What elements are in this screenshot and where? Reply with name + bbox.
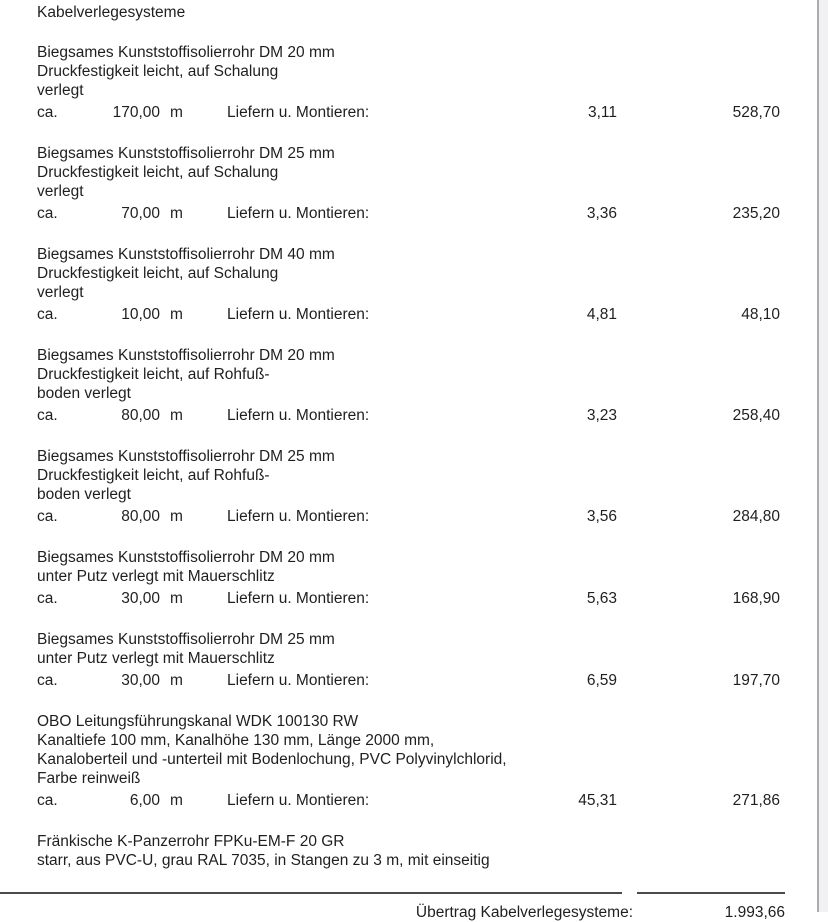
item-description-line: unter Putz verlegt mit Mauerschlitz xyxy=(37,568,275,585)
item-description-line: Biegsames Kunststoffisolierrohr DM 20 mm xyxy=(37,347,335,364)
rule-segment xyxy=(0,892,622,894)
item-description-line: verlegt xyxy=(37,284,84,301)
unit: m xyxy=(170,590,183,607)
line-total: 271,86 xyxy=(732,792,780,809)
item-description-line: boden verlegt xyxy=(37,486,131,503)
line-total: 235,20 xyxy=(732,205,780,222)
service-label: Liefern u. Montieren: xyxy=(227,508,370,525)
unit: m xyxy=(170,306,183,323)
line-item xyxy=(37,245,780,324)
item-description xyxy=(37,712,780,788)
service-label: Liefern u. Montieren: xyxy=(227,205,370,222)
page-edge-line xyxy=(817,0,819,912)
item-description-line: Fränkische K-Panzerrohr FPKu-EM-F 20 GR xyxy=(37,833,345,850)
item-description-line: Biegsames Kunststoffisolierrohr DM 20 mm xyxy=(37,44,335,61)
service-label: Liefern u. Montieren: xyxy=(227,104,370,121)
carryover-row xyxy=(37,903,785,922)
line-item xyxy=(37,346,780,425)
service-label: Liefern u. Montieren: xyxy=(227,306,370,323)
qty-prefix: ca. xyxy=(37,590,58,607)
item-description xyxy=(37,346,780,403)
item-description xyxy=(37,630,780,668)
quantity: 30,00 xyxy=(121,672,160,689)
unit: m xyxy=(170,407,183,424)
item-description-line: Druckfestigkeit leicht, auf Rohfuß- xyxy=(37,366,270,383)
item-description xyxy=(37,447,780,504)
item-description xyxy=(37,548,780,586)
service-label: Liefern u. Montieren: xyxy=(227,407,370,424)
rule-segment xyxy=(637,892,785,894)
item-price-row xyxy=(37,406,780,425)
quantity: 80,00 xyxy=(121,407,160,424)
line-total: 528,70 xyxy=(732,104,780,121)
quantity: 10,00 xyxy=(121,306,160,323)
document-content xyxy=(37,0,785,922)
item-price-row xyxy=(37,791,780,810)
item-description-line: Biegsames Kunststoffisolierrohr DM 25 mm xyxy=(37,631,335,648)
carryover-rule xyxy=(0,892,785,894)
line-total: 48,10 xyxy=(741,306,780,323)
line-total: 168,90 xyxy=(732,590,780,607)
service-label: Liefern u. Montieren: xyxy=(227,590,370,607)
page-edge-strip xyxy=(819,0,828,912)
line-item xyxy=(37,144,780,223)
item-description-line: verlegt xyxy=(37,183,84,200)
unit-price: 3,56 xyxy=(586,508,617,525)
unit-price: 6,59 xyxy=(586,672,617,689)
item-price-row xyxy=(37,589,780,608)
unit: m xyxy=(170,672,183,689)
line-item xyxy=(37,43,780,122)
line-total: 284,80 xyxy=(732,508,780,525)
qty-prefix: ca. xyxy=(37,205,58,222)
item-description-line: unter Putz verlegt mit Mauerschlitz xyxy=(37,650,275,667)
qty-prefix: ca. xyxy=(37,306,58,323)
unit-price: 5,63 xyxy=(586,590,617,607)
line-item xyxy=(37,832,780,870)
quantity: 30,00 xyxy=(121,590,160,607)
item-description-line: Druckfestigkeit leicht, auf Schalung xyxy=(37,164,279,181)
item-description-line: Kanaltiefe 100 mm, Kanalhöhe 130 mm, Länge 2000 mm, xyxy=(37,732,435,749)
qty-prefix: ca. xyxy=(37,104,58,121)
qty-prefix: ca. xyxy=(37,792,58,809)
quantity: 170,00 xyxy=(112,104,160,121)
unit-price: 3,36 xyxy=(586,205,617,222)
service-label: Liefern u. Montieren: xyxy=(227,792,370,809)
item-price-row xyxy=(37,305,780,324)
unit-price: 45,31 xyxy=(578,792,617,809)
item-price-row xyxy=(37,204,780,223)
item-description-line: Biegsames Kunststoffisolierrohr DM 25 mm xyxy=(37,145,335,162)
quantity: 80,00 xyxy=(121,508,160,525)
line-item xyxy=(37,548,780,608)
item-description-line: boden verlegt xyxy=(37,385,131,402)
item-price-row xyxy=(37,103,780,122)
item-description-line: OBO Leitungsführungskanal WDK 100130 RW xyxy=(37,713,359,730)
item-price-row xyxy=(37,507,780,526)
item-description-line: Biegsames Kunststoffisolierrohr DM 40 mm xyxy=(37,246,335,263)
unit-price: 4,81 xyxy=(586,306,617,323)
unit-price: 3,11 xyxy=(587,104,617,121)
unit: m xyxy=(170,205,183,222)
qty-prefix: ca. xyxy=(37,508,58,525)
qty-prefix: ca. xyxy=(37,672,58,689)
line-item xyxy=(37,630,780,690)
item-description xyxy=(37,245,780,302)
qty-prefix: ca. xyxy=(37,407,58,424)
item-description-line: Druckfestigkeit leicht, auf Rohfuß- xyxy=(37,467,270,484)
carryover-total: 1.993,66 xyxy=(724,904,785,921)
unit-price: 3,23 xyxy=(586,407,617,424)
item-description-line: Druckfestigkeit leicht, auf Schalung xyxy=(37,265,279,282)
rule-gap xyxy=(622,892,637,894)
line-item xyxy=(37,447,780,526)
line-item xyxy=(37,712,780,810)
quantity: 6,00 xyxy=(129,792,160,809)
service-label: Liefern u. Montieren: xyxy=(227,672,370,689)
unit: m xyxy=(170,792,183,809)
line-total: 197,70 xyxy=(732,672,780,689)
item-description xyxy=(37,144,780,201)
item-description-line: verlegt xyxy=(37,82,84,99)
carryover-label: Übertrag Kabelverlegesysteme: xyxy=(415,904,633,921)
line-total: 258,40 xyxy=(732,407,780,424)
unit: m xyxy=(170,104,183,121)
item-description-line: Farbe reinweiß xyxy=(37,770,141,787)
item-description xyxy=(37,832,780,870)
item-price-row xyxy=(37,671,780,690)
item-description-line: Kanaloberteil und -unterteil mit Bodenlochung, PVC Polyvinylchlorid, xyxy=(37,751,507,768)
unit: m xyxy=(170,508,183,525)
item-description-line: Druckfestigkeit leicht, auf Schalung xyxy=(37,63,279,80)
item-description-line: starr, aus PVC-U, grau RAL 7035, in Stangen zu 3 m, mit einseitig xyxy=(37,852,490,869)
quantity: 70,00 xyxy=(121,205,160,222)
item-description-line: Biegsames Kunststoffisolierrohr DM 25 mm xyxy=(37,448,335,465)
item-description xyxy=(37,43,780,100)
section-title: Kabelverlegesysteme xyxy=(37,4,186,21)
item-description-line: Biegsames Kunststoffisolierrohr DM 20 mm xyxy=(37,549,335,566)
